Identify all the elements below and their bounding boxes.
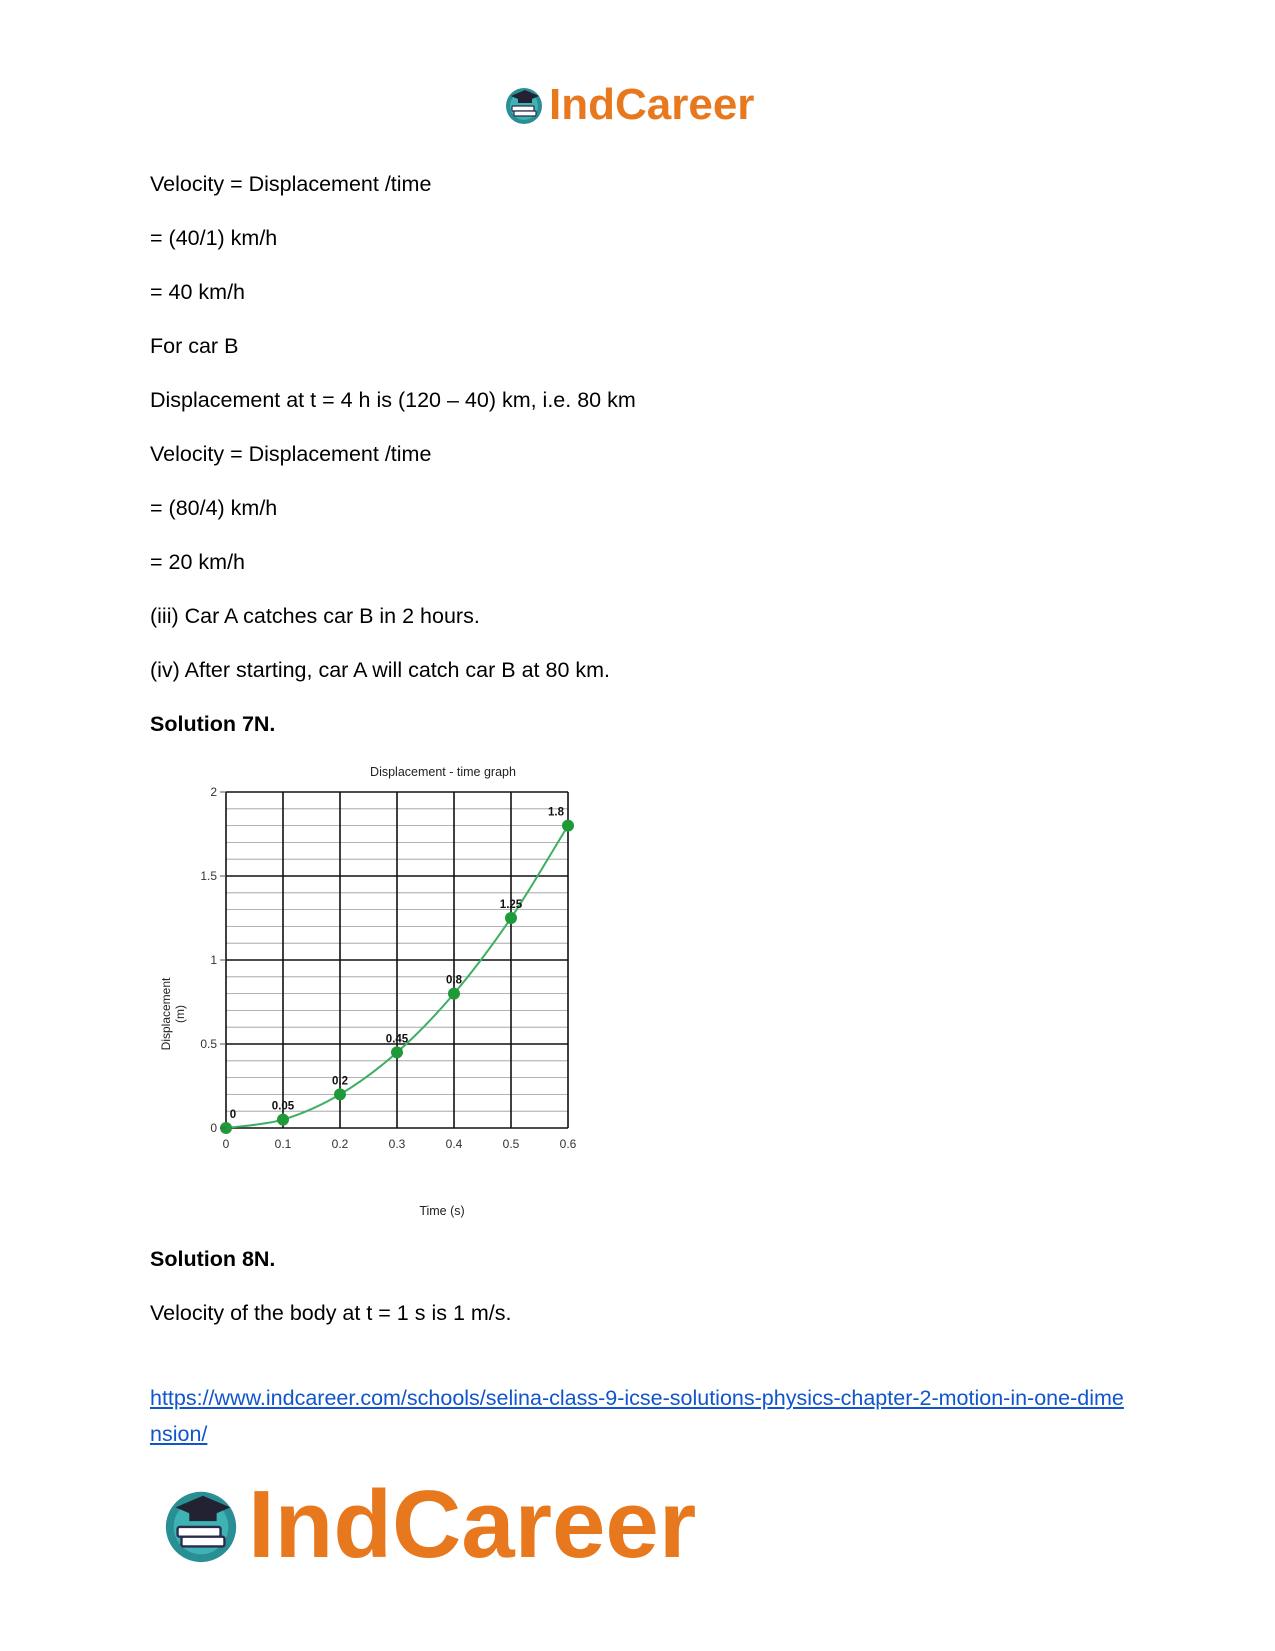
text-line: = 40 km/h xyxy=(150,280,246,304)
x-tick-label: 0.1 xyxy=(274,1137,292,1151)
y-axis-unit: (m) xyxy=(173,1005,187,1023)
x-tick-label: 0.6 xyxy=(559,1137,577,1151)
y-tick-label: 2 xyxy=(210,785,217,799)
data-point xyxy=(448,988,460,1000)
text-line: Velocity = Displacement /time xyxy=(150,172,432,196)
x-tick-label: 0.3 xyxy=(388,1137,406,1151)
solution-7-heading: Solution 7N. xyxy=(150,712,276,736)
chart-title: Displacement - time graph xyxy=(370,765,516,779)
text-line: (iv) After starting, car A will catch car B at 80 km. xyxy=(150,658,611,682)
data-label: 1.25 xyxy=(499,899,523,911)
data-label: 1.8 xyxy=(548,806,564,819)
data-point xyxy=(562,820,574,832)
x-axis-label: Time (s) xyxy=(419,1204,465,1218)
text-line: = 20 km/h xyxy=(150,550,246,574)
header-logo xyxy=(503,80,754,130)
text-line: Displacement at t = 4 h is (120 – 40) km, i.e. 80 km xyxy=(150,388,636,412)
data-point xyxy=(505,912,517,924)
source-url-link[interactable]: https://www.indcareer.com/schools/selina-class-9-icse-solutions-physics-chapter-2-motion-in-one-dimension/ xyxy=(150,1386,1124,1446)
x-tick-label: 0.4 xyxy=(445,1137,463,1151)
data-point xyxy=(277,1114,289,1126)
y-axis-label: Displacement xyxy=(159,977,173,1051)
graduation-cap-book-icon xyxy=(160,1484,242,1566)
text-line: = (80/4) km/h xyxy=(150,496,278,520)
text-line: For car B xyxy=(150,334,239,358)
displacement-time-chart xyxy=(150,765,620,1232)
logo-wordmark: IndCareer xyxy=(549,80,755,129)
data-label: 0.8 xyxy=(446,974,462,987)
logo-wordmark: IndCareer xyxy=(248,1471,697,1578)
data-point xyxy=(334,1088,346,1100)
text-line: = (40/1) km/h xyxy=(150,226,278,250)
y-tick-label: 1 xyxy=(210,953,217,967)
data-label: 0 xyxy=(229,1109,237,1121)
data-label: 0.45 xyxy=(385,1033,409,1046)
tick-labels xyxy=(200,785,576,1151)
x-tick-label: 0 xyxy=(222,1137,230,1151)
x-tick-label: 0.2 xyxy=(331,1137,349,1151)
y-tick-label: 0.5 xyxy=(200,1037,217,1051)
solution-8-heading: Solution 8N. xyxy=(150,1247,276,1271)
solution-8-text: Velocity of the body at t = 1 s is 1 m/s. xyxy=(150,1301,512,1325)
data-label: 0.05 xyxy=(271,1100,295,1113)
x-tick-label: 0.5 xyxy=(502,1137,520,1151)
data-label: 0.2 xyxy=(332,1075,348,1088)
y-tick-label: 1.5 xyxy=(200,869,217,883)
data-point xyxy=(391,1046,403,1058)
footer-logo xyxy=(160,1470,696,1580)
text-line: (iii) Car A catches car B in 2 hours. xyxy=(150,604,480,628)
text-line: Velocity = Displacement /time xyxy=(150,442,432,466)
graduation-cap-book-icon xyxy=(503,84,545,126)
y-tick-label: 0 xyxy=(210,1121,217,1135)
